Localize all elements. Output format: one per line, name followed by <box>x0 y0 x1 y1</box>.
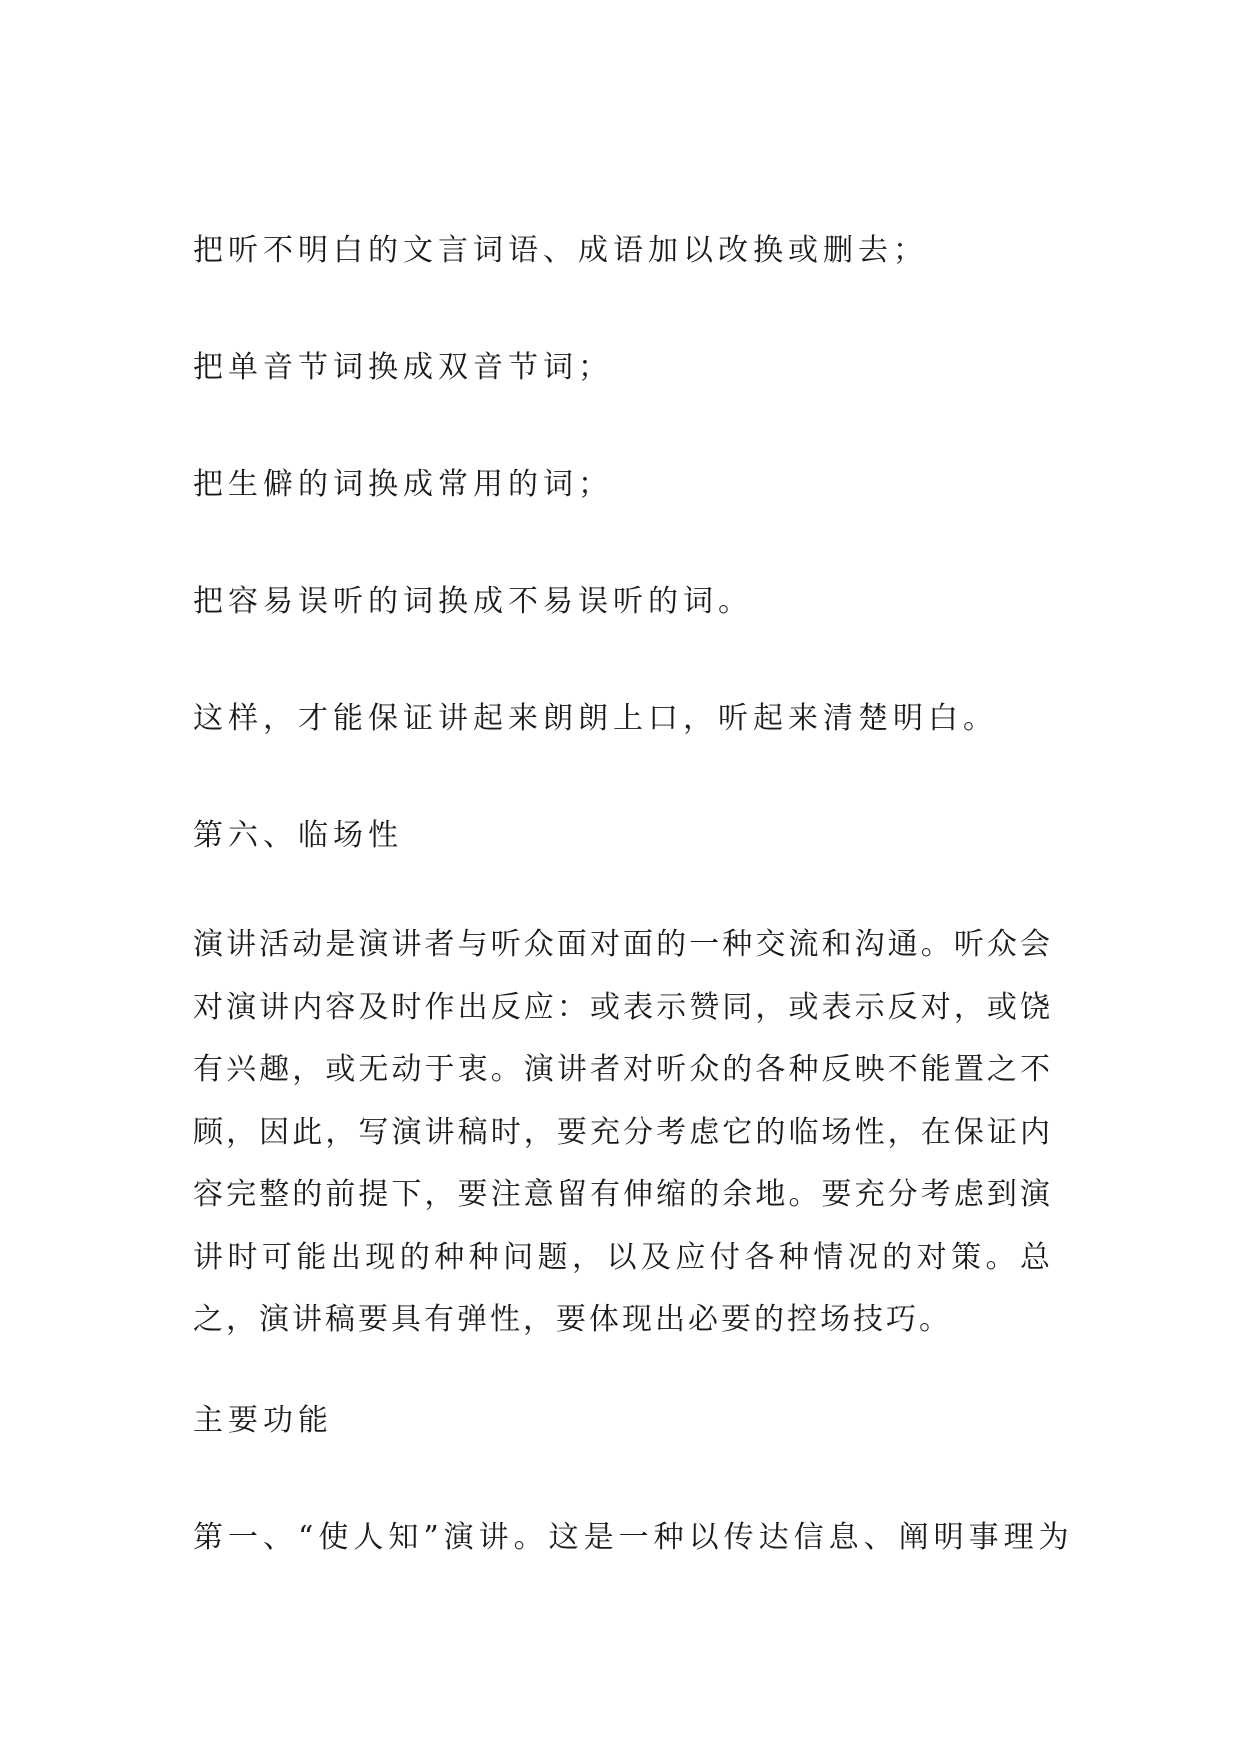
text-line-1: 把听不明白的文言词语、成语加以改换或删去； <box>193 233 928 268</box>
section-heading-functions: 主要功能 <box>193 1403 333 1438</box>
body-paragraph: 演讲活动是演讲者与听众面对面的一种交流和沟通。听众会对演讲内容及时作出反应：或表示赞同，或表示反对，或饶有兴趣，或无动于衷。演讲者对听众的各种反映不能置之不顾，因此，写演讲稿时，要充分考虑它的临场性，在保证内容完整的前提下，要注意留有伸缩的余地。要充分考虑到演讲时可能出现的种种问题，以及应付各种情况的对策。总之，演讲稿要具有弹性，要体现出必要的控场技巧。 <box>193 927 1053 1337</box>
section-heading-6: 第六、临场性 <box>193 818 403 853</box>
text-line-last: 第一、“使人知”演讲。这是一种以传达信息、阐明事理为 <box>193 1520 1074 1555</box>
text-line-5: 这样，才能保证讲起来朗朗上口，听起来清楚明白。 <box>193 701 998 736</box>
text-line-2: 把单音节词换成双音节词； <box>193 350 613 385</box>
text-line-3: 把生僻的词换成常用的词； <box>193 467 613 502</box>
text-line-4: 把容易误听的词换成不易误听的词。 <box>193 584 753 619</box>
